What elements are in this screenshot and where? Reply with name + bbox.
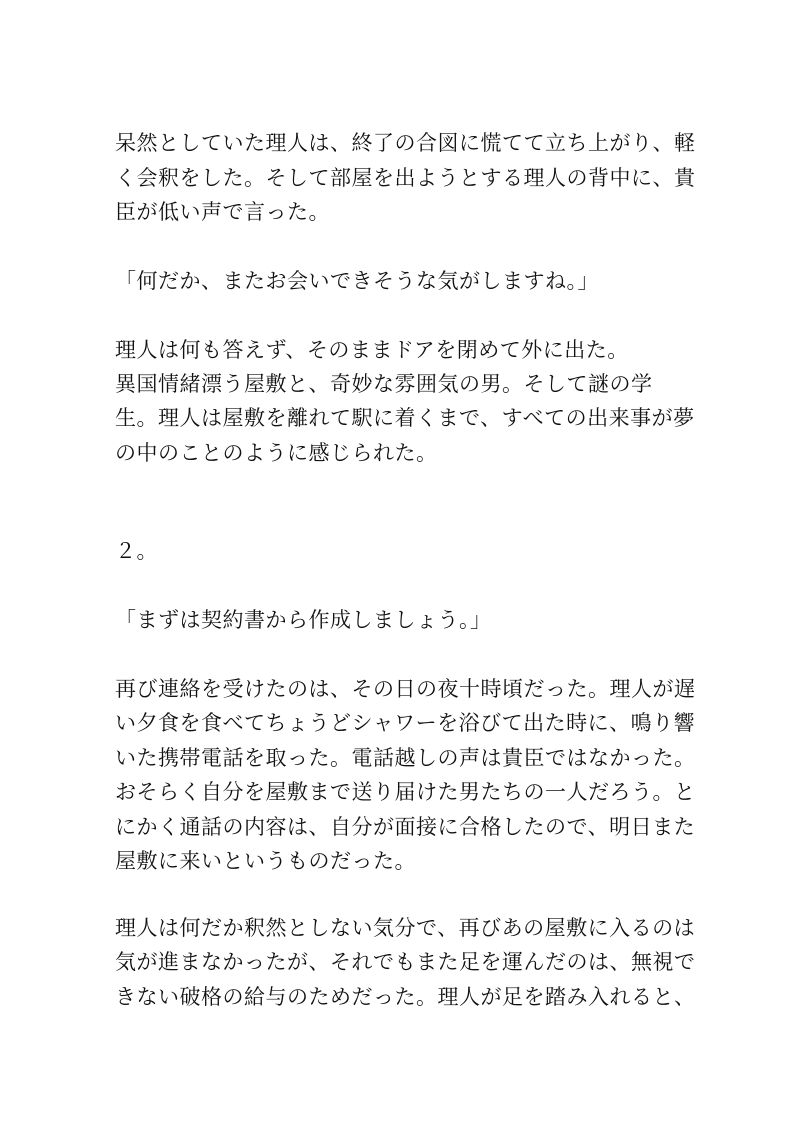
text-line: 屋敷に来いというものだった。 xyxy=(115,849,416,873)
dialogue-line: 「まずは契約書から作成しましょう。」 xyxy=(115,608,492,632)
dialogue-line: 「何だか、またお会いできそうな気がしますね。」 xyxy=(115,269,599,293)
text-line: く会釈をした。そして部屋を出ようとする理人の背中に、貴 xyxy=(115,166,696,190)
text-line: 気が進まなかったが、それでもまた足を運んだのは、無視で xyxy=(115,950,696,974)
text-line: きない破格の給与のためだった。理人が足を踏み入れると、 xyxy=(115,985,696,1009)
text-line: 呆然としていた理人は、終了の合図に慌てて立ち上がり、軽 xyxy=(115,131,696,155)
text-line: 再び連絡を受けたのは、その日の夜十時頃だった。理人が遅 xyxy=(115,677,696,701)
text-line: 生。理人は屋敷を離れて駅に着くまで、すべての出来事が夢 xyxy=(115,406,695,430)
text-line: にかく通話の内容は、自分が面接に合格したので、明日また xyxy=(115,815,696,839)
text-line: 理人は何も答えず、そのままドアを閉めて外に出た。 xyxy=(115,338,629,362)
text-line: いた携帯電話を取った。電話越しの声は貴臣ではなかった。 xyxy=(115,746,696,770)
text-line: 異国情緒漂う屋敷と、奇妙な雰囲気の男。そして謎の学 xyxy=(115,372,653,396)
text-line: おそらく自分を屋敷まで送り届けた男たちの一人だろう。と xyxy=(115,780,696,804)
text-line: の中のことのように感じられた。 xyxy=(115,441,438,465)
text-line: 理人は何だか釈然としない気分で、再びあの屋敷に入るのは xyxy=(115,916,696,940)
section-heading: ２。 xyxy=(115,539,158,563)
text-line: 臣が低い声で言った。 xyxy=(115,200,330,224)
text-line: い夕食を食べてちょうどシャワーを浴びて出た時に、鳴り響 xyxy=(115,711,696,735)
